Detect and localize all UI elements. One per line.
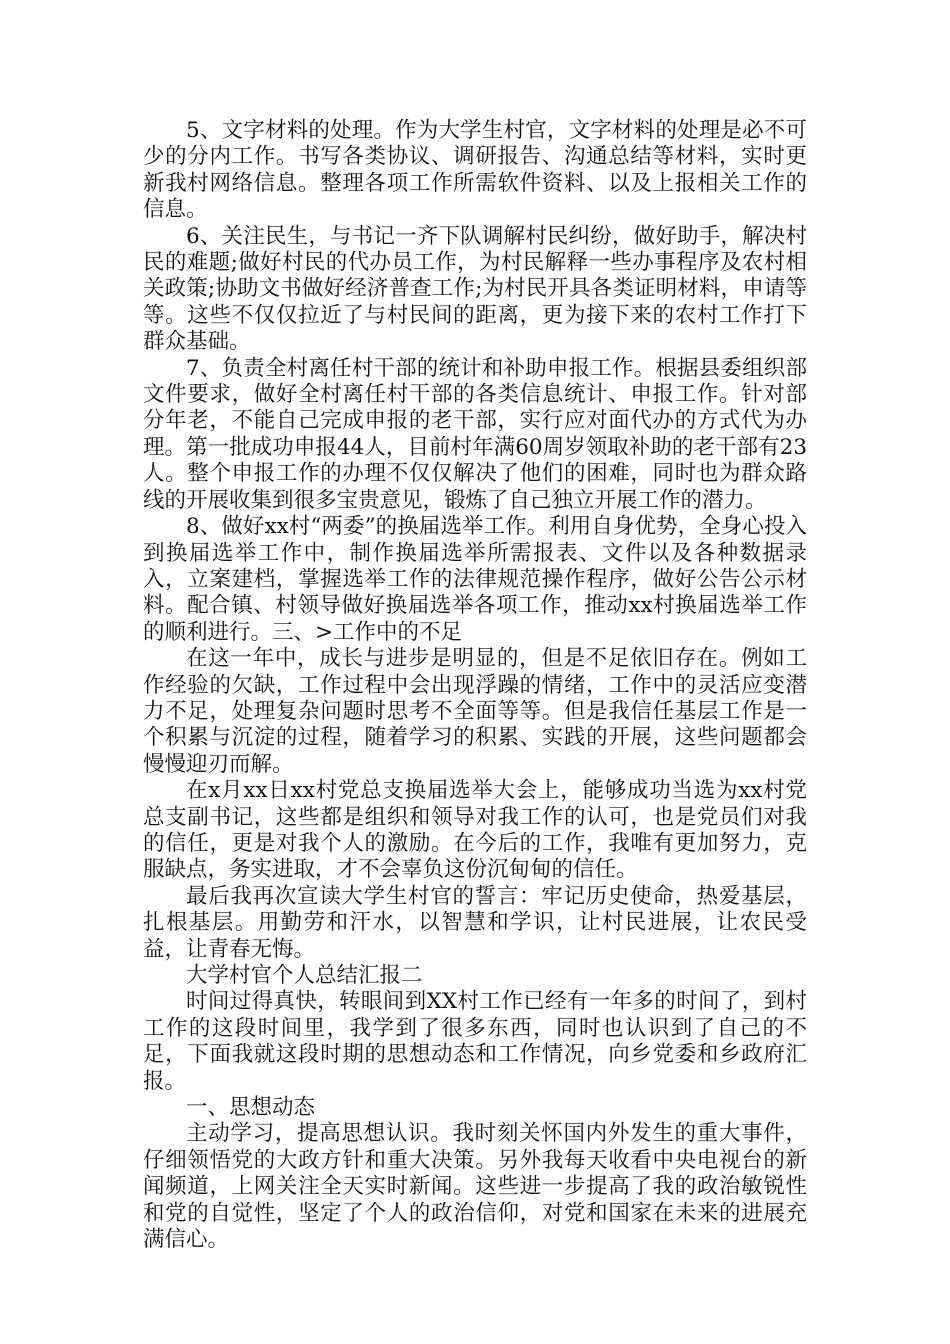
section-heading-report-two: 大学村官个人总结汇报二 (186, 963, 423, 988)
paragraph-intro: 时间过得真快，转眼间到XX村工作已经有一年多的时间了，到村工作的这段时间里，我学到了很多东西，同时也认识到了自己的不足，下面我就这段时期的思想动态和工作情况，向乡党委和乡政府汇报。 (143, 989, 807, 1094)
paragraph-oath: 最后我再次宣读大学生村官的誓言：牢记历史使命，热爱基层，扎根基层。用勤劳和汗水，以智慧和学识，让村民进展，让农民受益，让青春无悔。 (143, 883, 807, 962)
document-body (143, 118, 807, 1253)
paragraph-item-6: 6、关注民生，与书记一齐下队调解村民纠纷，做好助手，解决村民的难题;做好村民的代办员工作，为村民解释一些办事程序及农村相关政策;协助文书做好经济普查工作;为村民开具各类证明材料，申请等等。这些不仅仅拉近了与村民间的距离，更为接下来的农村工作打下群众基础。 (143, 223, 807, 355)
paragraph-item-8: 8、做好xx村“两委”的换届选举工作。利用自身优势，全身心投入到换届选举工作中，制作换届选举所需报表、文件以及各种数据录入，立案建档，掌握选举工作的法律规范操作程序，做好公告公示材料。配合镇、村领导做好换届选举各项工作，推动xx村换届选举工作的顺利进行。三、>工作中的不足 (143, 514, 807, 645)
paragraph-item-5: 5、文字材料的处理。作为大学生村官，文字材料的处理是必不可少的分内工作。书写各类协议、调研报告、沟通总结等材料，实时更新我村网络信息。整理各项工作所需软件资料、以及上报相关工作的信息。 (143, 118, 807, 223)
paragraph-shortcomings: 在这一年中，成长与进步是明显的，但是不足依旧存在。例如工作经验的欠缺，工作过程中会出现浮躁的情绪，工作中的灵活应变潜力不足，处理复杂问题时思考不全面等等。但是我信任基层工作是一个积累与沉淀的过程，随着学习的积累、实践的开展，这些问题都会慢慢迎刃而解。 (143, 646, 807, 777)
section-heading-thought: 一、思想动态 (186, 1095, 316, 1121)
paragraph-study: 主动学习，提高思想认识。我时刻关怀国内外发生的重大事件，仔细领悟党的大政方针和重大决策。另外我每天收看中央电视台的新闻频道，上网关注全天实时新闻。这些进一步提高了我的政治敏锐性和党的自觉性，坚定了个人的政治信仰，对党和国家在未来的进展充满信心。 (143, 1121, 807, 1253)
paragraph-item-7: 7、负责全村离任村干部的统计和补助申报工作。根据县委组织部文件要求，做好全村离任村干部的各类信息统计、申报工作。针对部分年老，不能自己完成申报的老干部，实行应对面代办的方式代为办理。第一批成功申报44人，目前村年满60周岁领取补助的老干部有23人。整个申报工作的办理不仅仅解决了他们的困难，同时也为群众路线的开展收集到很多宝贵意见，锻炼了自己独立开展工作的潜力。 (143, 355, 807, 513)
paragraph-election: 在x月xx日xx村党总支换届选举大会上，能够成功当选为xx村党总支副书记，这些都是组织和领导对我工作的认可，也是党员们对我的信任，更是对我个人的激励。在今后的工作，我唯有更加努力，克服缺点，务实进取，才不会辜负这份沉甸甸的信任。 (143, 778, 807, 883)
